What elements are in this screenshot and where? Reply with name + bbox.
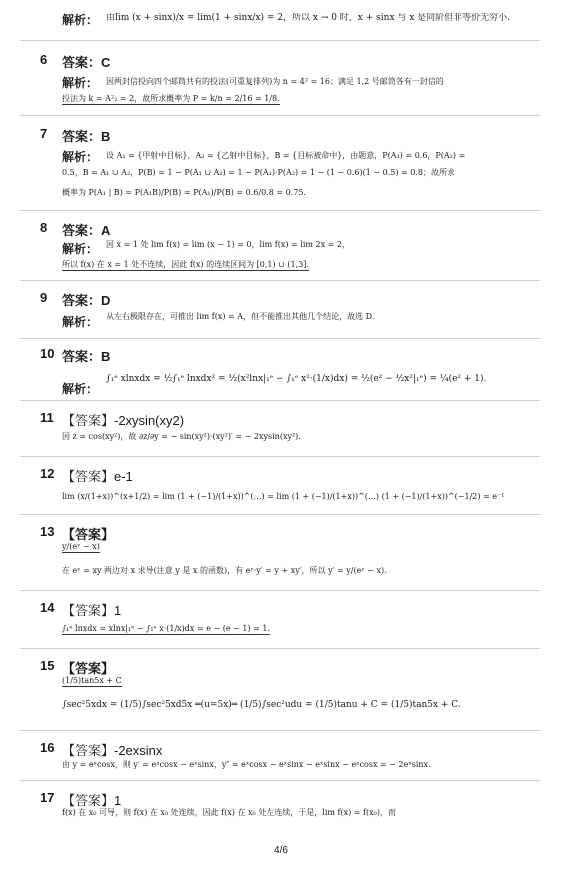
answer: 【答案】	[62, 661, 115, 676]
divider	[20, 115, 540, 116]
explanation-line-1: ∫sec²5xdx = (1/5)∫sec²5xd5x ═(u=5x)═ (1/5)∫sec²udu = (1/5)tanu + C = (1/5)tan5x + C.	[62, 700, 461, 710]
answer: 答案：A	[62, 223, 111, 238]
question-9	[40, 288, 540, 338]
question-11	[40, 408, 540, 448]
answer: 答案：B	[62, 349, 111, 364]
question-number: 6	[40, 52, 48, 67]
answer: 答案：B	[62, 129, 111, 144]
divider	[20, 590, 540, 591]
answer: 答案：D	[62, 293, 111, 308]
answer: 【答案】-2exsinx	[62, 743, 163, 758]
explanation-line-1: 由 y = eˣcosx，则 y′ = eˣcosx − eˣsinx，y″ = eˣcosx − eˣsinx − eˣsinx − eˣcosx = − 2eˣsinx.	[62, 760, 431, 769]
explanation-label: 解析：	[62, 76, 99, 90]
question-14	[40, 598, 540, 638]
explanation-line-1: 在 eʸ = xy 两边对 x 求导(注意 y 是 x 的函数)，有 eʸ·y′ = y + xy′，所以 y′ = y/(eʸ − x).	[62, 566, 387, 575]
explanation-line-1: 设 A₁ = {甲射中目标}，A₂ = {乙射中目标}，B = {目标被命中}，由题意，P(A₁) = 0.6，P(A₂) =	[106, 151, 466, 160]
question-15	[40, 656, 540, 720]
question-13	[40, 522, 540, 586]
question-16	[40, 738, 540, 778]
explanation-label: 解析：	[62, 242, 99, 256]
explanation-line-2: 0.5，B = A₁ ∪ A₂，P(B) = 1 − P(Ā₁ ∪ Ā₂) = 1 − P(Ā₁)·P(Ā₂) = 1 − (1 − 0.6)(1 − 0.5) = 0.8；故所求	[62, 168, 455, 177]
explanation-line-1: f(x) 在 x₀ 可导，则 f(x) 在 x₀ 处连续，因此 f(x) 在 x₀ 处左连续，于是，lim f(x) = f(x₀)，而	[62, 808, 396, 817]
divider	[20, 780, 540, 781]
explanation-text: 由lim (x + sinx)/x = lim(1 + sinx/x) = 2，所以 x → 0 时，x + sinx 与 x 是同阶但非等价无穷小.	[106, 13, 511, 23]
question-8	[40, 218, 540, 278]
explanation-line-1: 因两封信投向四个邮筒共有的投法(可重复排列)为 n = 4² = 16；满足 1,2 号邮筒各有一封信的	[106, 77, 444, 86]
explanation-line-1: 从左右极限存在，可推出 lim f(x) = A，但不能推出其他几个结论，故选 D.	[106, 312, 375, 321]
explanation-label: 解析：	[62, 382, 99, 396]
explanation-line-1: ∫₁ᵉ xlnxdx = ½∫₁ᵉ lnxdx² = ½(x²lnx|₁ᵉ − ∫₁ᵉ x²·(1/x)dx) = ½(e² − ½x²|₁ᵉ) = ¼(e² + 1).	[106, 374, 487, 384]
divider	[20, 456, 540, 457]
question-17	[40, 788, 540, 828]
question-number: 17	[40, 790, 55, 805]
question-number: 7	[40, 126, 48, 141]
question-number: 9	[40, 290, 48, 305]
question-number: 15	[40, 658, 55, 673]
page-number: 4/6	[274, 845, 288, 856]
divider	[20, 648, 540, 649]
question-number: 12	[40, 466, 55, 481]
explanation-line-1: 因 z = cos(xy²)，故 ∂z/∂y = − sin(xy²)·(xy²)′ = − 2xysin(xy²).	[62, 432, 301, 441]
explanation-line-2: 投法为 k = A²₂ = 2，故所求概率为 P = k/n = 2/16 = 1/8.	[62, 94, 280, 103]
question-number: 16	[40, 740, 55, 755]
explanation-line-1: 因 x = 1 处 lim f(x) = lim (x − 1) = 0，lim f(x) = lim 2x = 2，	[106, 240, 351, 249]
answer: 答案：C	[62, 55, 111, 70]
explanation-line-1: lim (x/(1+x))^(x+1/2) = lim (1 + (−1)/(1+x))^(…) = lim (1 + (−1)/(1+x))^(…) (1 + (−1)/(1+x))^(−1/2) = e⁻¹	[62, 492, 505, 501]
answer: 【答案】1	[62, 603, 122, 618]
divider	[20, 40, 540, 41]
question-number: 11	[40, 410, 54, 425]
q5-explanation	[40, 8, 540, 30]
divider	[20, 210, 540, 211]
question-12	[40, 464, 540, 514]
question-number: 14	[40, 600, 55, 615]
question-7	[40, 124, 540, 206]
question-number: 13	[40, 524, 55, 539]
question-10	[40, 344, 540, 394]
answer: 【答案】-2xysin(xy2)	[62, 413, 185, 428]
divider	[20, 280, 540, 281]
divider	[20, 338, 540, 339]
explanation-line-1: ∫₁ᵉ lnxdx = xlnx|₁ᵉ − ∫₁ᵉ x·(1/x)dx = e − (e − 1) = 1.	[62, 624, 271, 633]
answer: 【答案】	[62, 527, 115, 542]
answer: 【答案】1	[62, 793, 122, 808]
answer-expression: (1/5)tan5x + C	[62, 676, 122, 685]
divider	[20, 730, 540, 731]
explanation-label: 解析：	[62, 150, 99, 164]
question-number: 8	[40, 220, 48, 235]
question-number: 10	[40, 346, 55, 361]
explanation-line-3: 概率为 P(A₁ | B) = P(A₁B)/P(B) = P(A₁)/P(B) = 0.6/0.8 = 0.75.	[62, 188, 306, 197]
question-6	[40, 50, 540, 110]
explanation-label: 解析：	[62, 13, 99, 27]
answer: 【答案】e-1	[62, 469, 133, 484]
explanation-label: 解析：	[62, 315, 99, 329]
explanation-line-2: 所以 f(x) 在 x = 1 处不连续，因此 f(x) 的连续区间为 [0,1) ∪ (1,3].	[62, 260, 309, 269]
answer-expression: y/(eʸ − x)	[62, 542, 100, 551]
divider	[20, 400, 540, 401]
divider	[20, 514, 540, 515]
